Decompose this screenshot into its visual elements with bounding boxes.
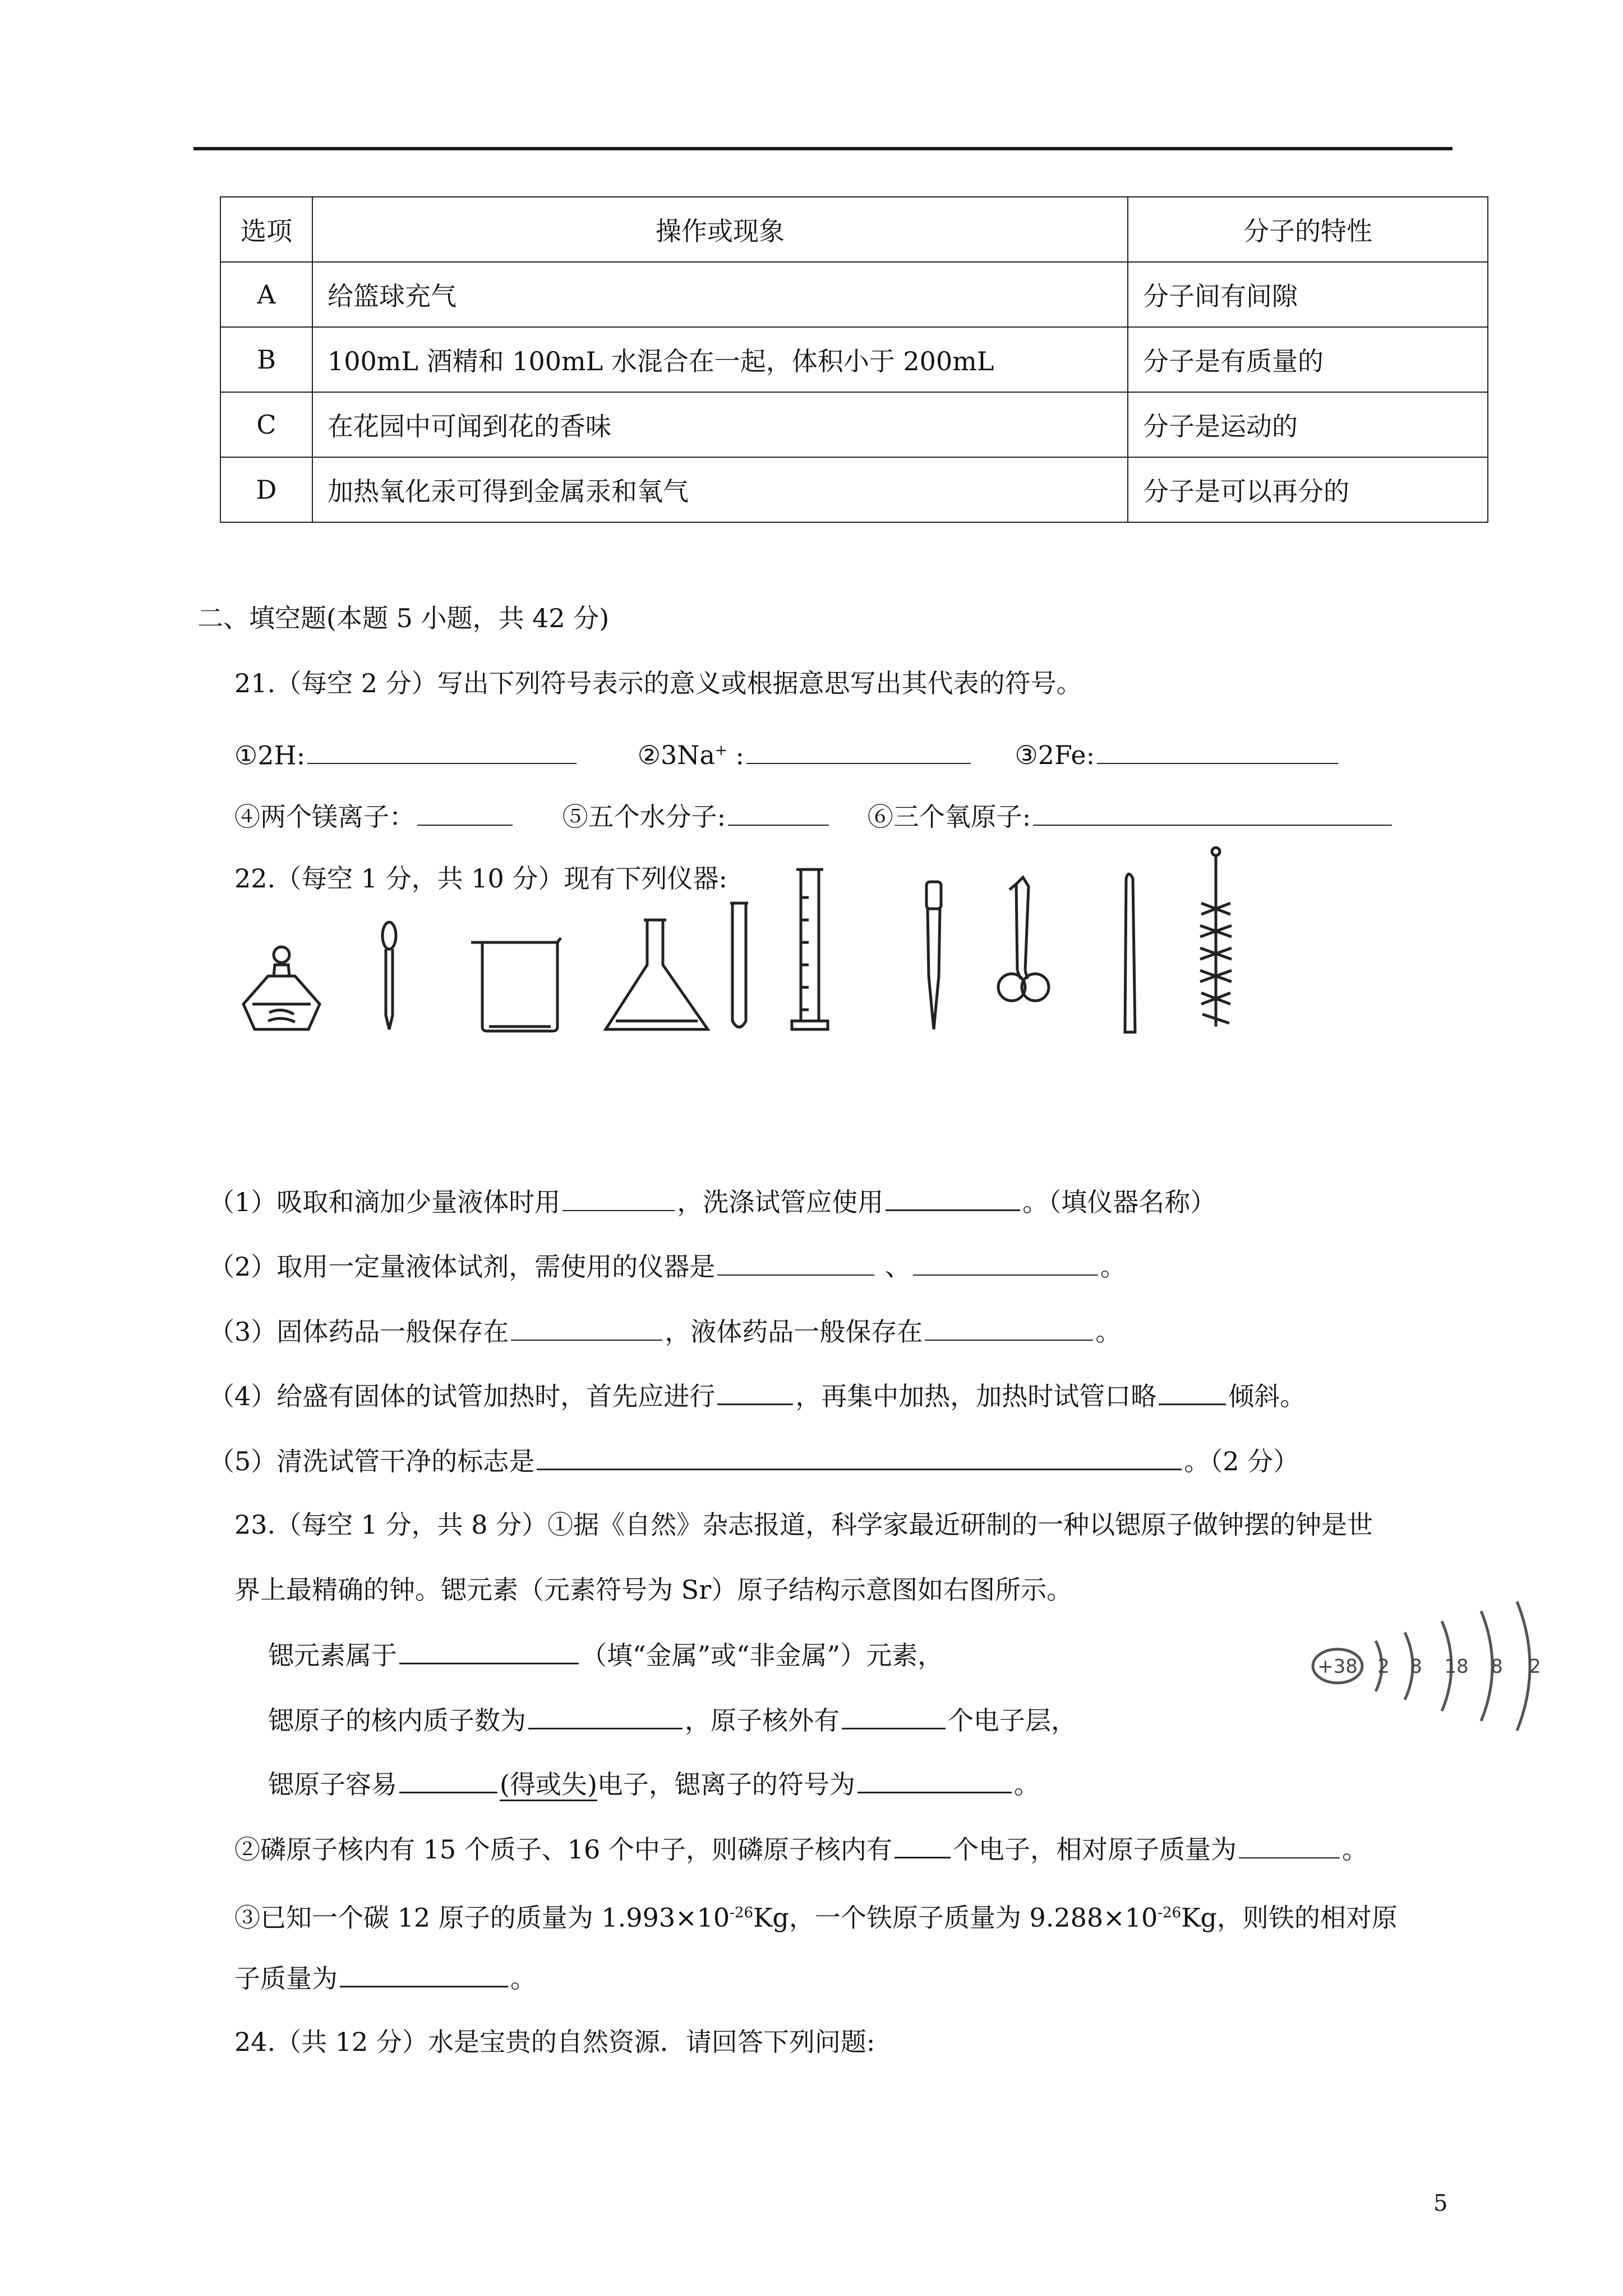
answer-blank[interactable] bbox=[746, 737, 971, 764]
q23-line5 bbox=[234, 1896, 1398, 1934]
alcohol-lamp-icon bbox=[243, 947, 320, 1029]
row-operation: 在花园中可闻到花的香味 bbox=[312, 392, 1128, 457]
answer-blank[interactable] bbox=[417, 799, 513, 826]
row-option: C bbox=[220, 392, 312, 457]
header-operation: 操作或现象 bbox=[312, 197, 1128, 262]
section-heading: 二、填空题(本题 5 小题，共 42 分) bbox=[197, 603, 610, 633]
q22-p3-text3: 。 bbox=[1095, 1317, 1122, 1347]
q23-line2 bbox=[268, 1702, 1077, 1737]
q23-l2-text3: 个电子层， bbox=[948, 1705, 1077, 1736]
q22-p3-text: （3）固体药品一般保存在 bbox=[209, 1317, 509, 1347]
q23-l2-text2: ，原子核外有 bbox=[685, 1705, 840, 1736]
q23-l4-text: ②磷原子核内有 15 个质子、16 个中子，则磷原子核内有 bbox=[234, 1834, 892, 1865]
answer-blank[interactable] bbox=[728, 799, 829, 826]
row-option: D bbox=[220, 457, 312, 522]
q22-part5 bbox=[209, 1443, 1299, 1478]
q22-p2-text: （2）取用一定量液体试剂，需使用的仪器是 bbox=[209, 1251, 716, 1282]
row-operation: 100mL 酒精和 100mL 水混合在一起，体积小于 200mL bbox=[312, 327, 1128, 392]
q23-l5-exponent: -26 bbox=[730, 1904, 754, 1921]
q21-item-3: ③2Fe: bbox=[1015, 740, 1095, 771]
answer-blank[interactable] bbox=[562, 1184, 675, 1211]
q23-stem-1: 23.（每空 1 分，共 8 分）①据《自然》杂志报道，科学家最近研制的一种以锶原子做钟摆的钟是世 bbox=[234, 1510, 1373, 1540]
header-rule bbox=[193, 147, 1453, 150]
q22-stem: 22.（每空 1 分，共 10 分）现有下列仪器: bbox=[234, 863, 727, 894]
answer-blank[interactable] bbox=[925, 1314, 1093, 1341]
q23-l4-text3: 。 bbox=[1341, 1834, 1368, 1865]
q23-l3-text2: 电子，锶离子的符号为 bbox=[597, 1769, 855, 1800]
crucible-tongs-icon bbox=[998, 877, 1049, 1001]
answer-blank[interactable] bbox=[399, 1766, 497, 1793]
q22-part2 bbox=[209, 1249, 1126, 1283]
q23-stem-2: 界上最精确的钟。锶元素（元素符号为 Sr）原子结构示意图如右图所示。 bbox=[234, 1575, 1073, 1605]
instruments-figure bbox=[236, 836, 1295, 1043]
options-table bbox=[220, 196, 1488, 523]
row-option: B bbox=[220, 327, 312, 392]
answer-blank[interactable] bbox=[1033, 799, 1392, 826]
beaker-icon bbox=[471, 938, 561, 1031]
q22-p3-text2: ，液体药品一般保存在 bbox=[665, 1317, 923, 1347]
q21-item-4: ④两个镁离子： bbox=[234, 802, 415, 832]
answer-blank[interactable] bbox=[307, 737, 577, 764]
q24-stem: 24.（共 12 分）水是宝贵的自然资源．请回答下列问题: bbox=[234, 2027, 875, 2057]
q23-l5-text: ③已知一个碳 12 原子的质量为 1.993×10 bbox=[234, 1902, 730, 1933]
answer-blank[interactable] bbox=[842, 1702, 946, 1729]
shell-count: 2 bbox=[1377, 1655, 1390, 1678]
answer-blank[interactable] bbox=[913, 1249, 1098, 1276]
table-row bbox=[220, 392, 1488, 457]
answer-blank[interactable] bbox=[717, 1249, 874, 1276]
q23-l3-text3: 。 bbox=[1013, 1769, 1040, 1800]
q22-p4-text2: ，再集中加热，加热时试管口略 bbox=[795, 1381, 1157, 1411]
q23-l5-text3: Kg，则铁的相对原 bbox=[1181, 1902, 1398, 1933]
answer-blank[interactable] bbox=[886, 1184, 1020, 1211]
q22-p5-text: （5）清洗试管干净的标志是 bbox=[209, 1446, 535, 1476]
answer-blank[interactable] bbox=[537, 1443, 1182, 1470]
q22-part3 bbox=[209, 1314, 1121, 1349]
q23-line1 bbox=[268, 1637, 943, 1672]
row-option: A bbox=[220, 262, 312, 327]
shell-count: 8 bbox=[1410, 1655, 1422, 1678]
q23-line6 bbox=[234, 1960, 536, 1995]
q22-p2-text3: 。 bbox=[1100, 1251, 1126, 1282]
row-property: 分子是运动的 bbox=[1128, 392, 1488, 457]
q23-l5-exponent2: -26 bbox=[1158, 1904, 1182, 1921]
q22-p1-text3: 。（填仪器名称） bbox=[1022, 1187, 1216, 1217]
shell-count: 18 bbox=[1444, 1655, 1469, 1678]
answer-blank[interactable] bbox=[1239, 1832, 1340, 1858]
q22-p1-text: （1）吸取和滴加少量液体时用 bbox=[209, 1187, 561, 1217]
sr-atom-structure-diagram bbox=[1310, 1588, 1556, 1733]
q23-l6-text: 子质量为 bbox=[234, 1963, 338, 1994]
q21-row1 bbox=[234, 734, 1340, 772]
q23-l1-text2: （填“金属”或“非金属”）元素， bbox=[581, 1640, 944, 1671]
row-property: 分子是有质量的 bbox=[1128, 327, 1488, 392]
answer-blank[interactable] bbox=[717, 1378, 793, 1405]
q21-item-2-tail: : bbox=[727, 740, 744, 771]
row-operation: 加热氧化汞可得到金属汞和氧气 bbox=[312, 457, 1128, 522]
q21-row2 bbox=[234, 799, 1394, 834]
q23-l5-text2: Kg，一个铁原子质量为 9.288×10 bbox=[753, 1902, 1158, 1933]
q23-l4-text2: 个电子，相对原子质量为 bbox=[952, 1834, 1237, 1865]
table-row bbox=[220, 457, 1488, 522]
q23-line4 bbox=[234, 1831, 1368, 1866]
q22-p2-text2: 、 bbox=[877, 1251, 911, 1282]
shell-count: 2 bbox=[1529, 1655, 1541, 1678]
q23-l2-text: 锶原子的核内质子数为 bbox=[268, 1705, 526, 1736]
q23-l3-text: 锶原子容易 bbox=[268, 1769, 397, 1800]
header-property: 分子的特性 bbox=[1128, 197, 1488, 262]
nucleus-label: +38 bbox=[1317, 1655, 1358, 1678]
row-property: 分子间有间隙 bbox=[1128, 262, 1488, 327]
answer-blank[interactable] bbox=[528, 1702, 683, 1729]
answer-blank[interactable] bbox=[1159, 1378, 1226, 1405]
q23-l6-text2: 。 bbox=[510, 1963, 536, 1994]
table-header-row bbox=[220, 197, 1488, 262]
answer-blank[interactable] bbox=[857, 1766, 1012, 1793]
dropper-icon bbox=[382, 922, 396, 1029]
q22-p5-text2: 。（2 分） bbox=[1184, 1446, 1299, 1476]
pipette-icon bbox=[926, 882, 941, 1029]
graduated-cylinder-icon bbox=[792, 869, 828, 1029]
glass-rod-icon bbox=[1125, 874, 1135, 1032]
q23-l1-text: 锶元素属于 bbox=[268, 1640, 397, 1671]
answer-blank[interactable] bbox=[1097, 737, 1338, 764]
q22-p4-text: （4）给盛有固体的试管加热时，首先应进行 bbox=[209, 1381, 716, 1411]
page-number: 5 bbox=[1433, 2191, 1448, 2216]
q21-item-2-sup: + bbox=[714, 742, 727, 759]
row-operation: 给篮球充气 bbox=[312, 262, 1128, 327]
q23-line3 bbox=[268, 1766, 1040, 1801]
test-tube-brush-icon bbox=[1200, 848, 1232, 1027]
q22-part4 bbox=[209, 1378, 1306, 1413]
row-property: 分子是可以再分的 bbox=[1128, 457, 1488, 522]
q21-item-1: ①2H: bbox=[234, 740, 306, 771]
q21-item-6: ⑥三个氧原子: bbox=[867, 802, 1031, 832]
q22-p1-text2: ，洗涤试管应使用 bbox=[677, 1187, 884, 1217]
test-tube-icon bbox=[730, 903, 748, 1027]
header-option: 选项 bbox=[220, 197, 312, 262]
q23-l3-hint: (得或失) bbox=[500, 1769, 597, 1801]
shell-count: 8 bbox=[1491, 1655, 1503, 1678]
answer-blank[interactable] bbox=[511, 1314, 662, 1341]
answer-blank[interactable] bbox=[399, 1637, 579, 1664]
table-row bbox=[220, 327, 1488, 392]
q21-stem: 21.（每空 2 分）写出下列符号表示的意义或根据意思写出其代表的符号。 bbox=[234, 668, 1082, 698]
table-row bbox=[220, 262, 1488, 327]
answer-blank[interactable] bbox=[340, 1960, 508, 1987]
q21-item-5: ⑤五个水分子: bbox=[562, 802, 726, 832]
q22-part1 bbox=[209, 1184, 1216, 1219]
q22-p4-text3: 倾斜。 bbox=[1228, 1381, 1306, 1411]
q21-item-2: ②3Na bbox=[637, 740, 715, 771]
answer-blank[interactable] bbox=[895, 1831, 951, 1858]
conical-flask-icon bbox=[606, 920, 708, 1029]
